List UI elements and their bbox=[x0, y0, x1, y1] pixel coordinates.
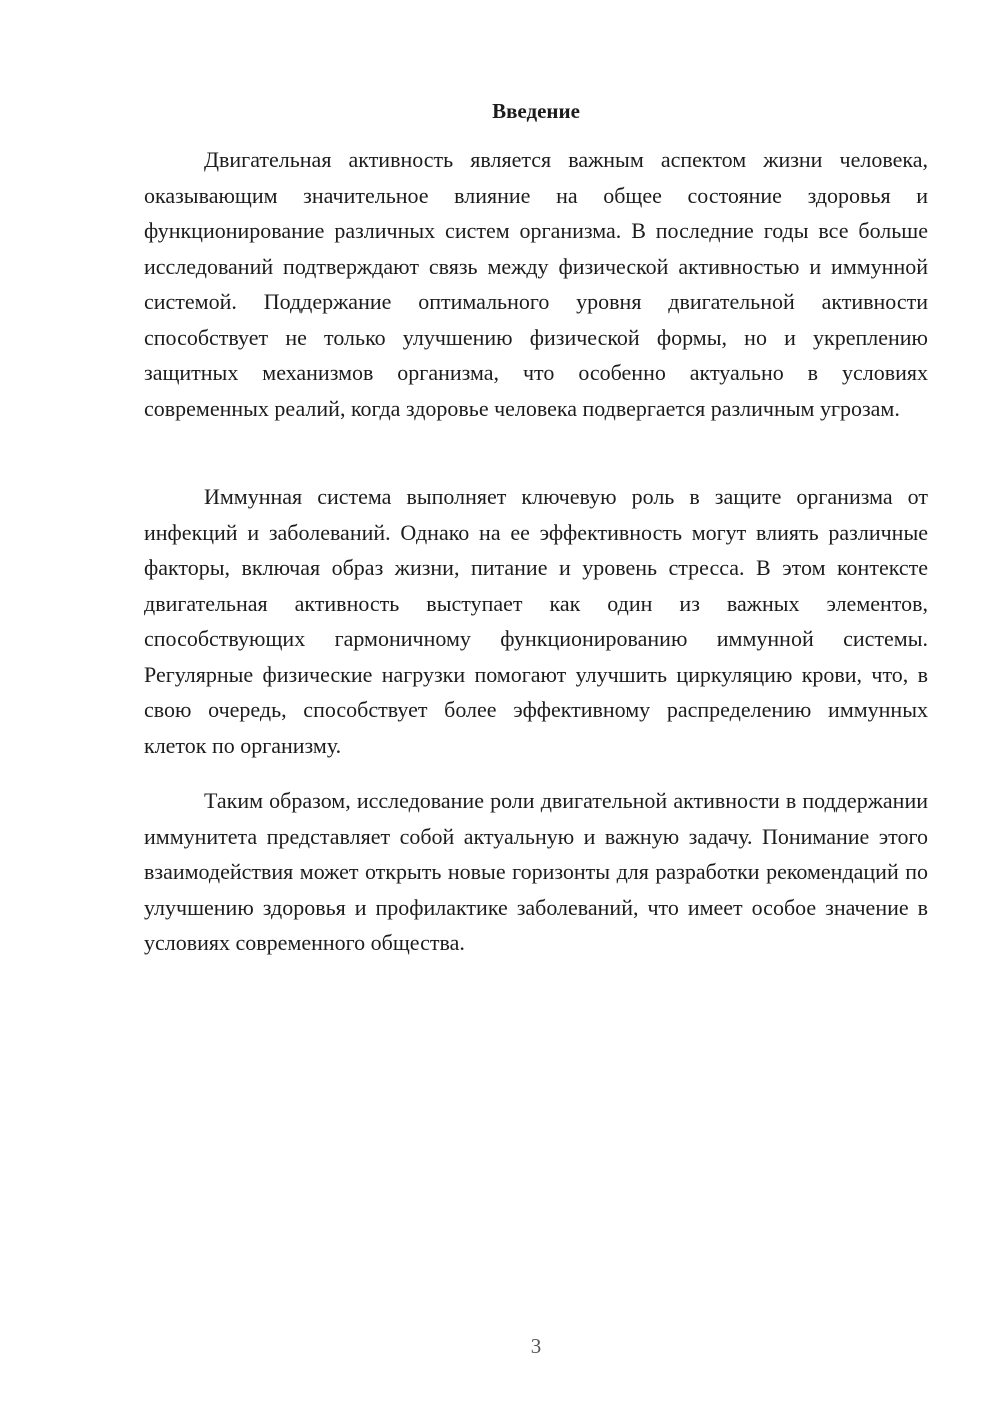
paragraph-1-text: Двигательная активность является важным аспектом жизни человека, оказывающим значительное влияние на общее состояние здоровья и функционирование различных систем организма. В последние годы все больше исследований подтверждают связь между физической активностью и иммунной системой. Поддержание оптимального уровня двигательной активности способствует не только улучшению физической формы, но и укреплению защитных механизмов организма, что особенно актуально в условиях современных реалий, когда здоровье человека подвергается различным угрозам. bbox=[144, 147, 928, 421]
page-number: 3 bbox=[530, 1334, 542, 1358]
paragraph-2 bbox=[144, 479, 928, 763]
paragraph-2-text: Иммунная система выполняет ключевую роль в защите организма от инфекций и заболеваний. Однако на ее эффективность могут влиять различные факторы, включая образ жизни, питание и уровень стресса. В этом контексте двигательная активность выступает как один из важных элементов, способствующих гармоничному функционированию иммунной системы. Регулярные физические нагрузки помогают улучшить циркуляцию крови, что, в свою очередь, способствует более эффективному распределению иммунных клеток по организму. bbox=[144, 484, 928, 758]
paragraph-3-text: Таким образом, исследование роли двигательной активности в поддержании иммунитета представляет собой актуальную и важную задачу. Понимание этого взаимодействия может открыть новые горизонты для разработки рекомендаций по улучшению здоровья и профилактике заболеваний, что имеет особое значение в условиях современного общества. bbox=[144, 788, 928, 955]
section-heading: Введение bbox=[492, 99, 580, 123]
paragraph-3 bbox=[144, 783, 928, 961]
paragraph-1 bbox=[144, 142, 928, 426]
